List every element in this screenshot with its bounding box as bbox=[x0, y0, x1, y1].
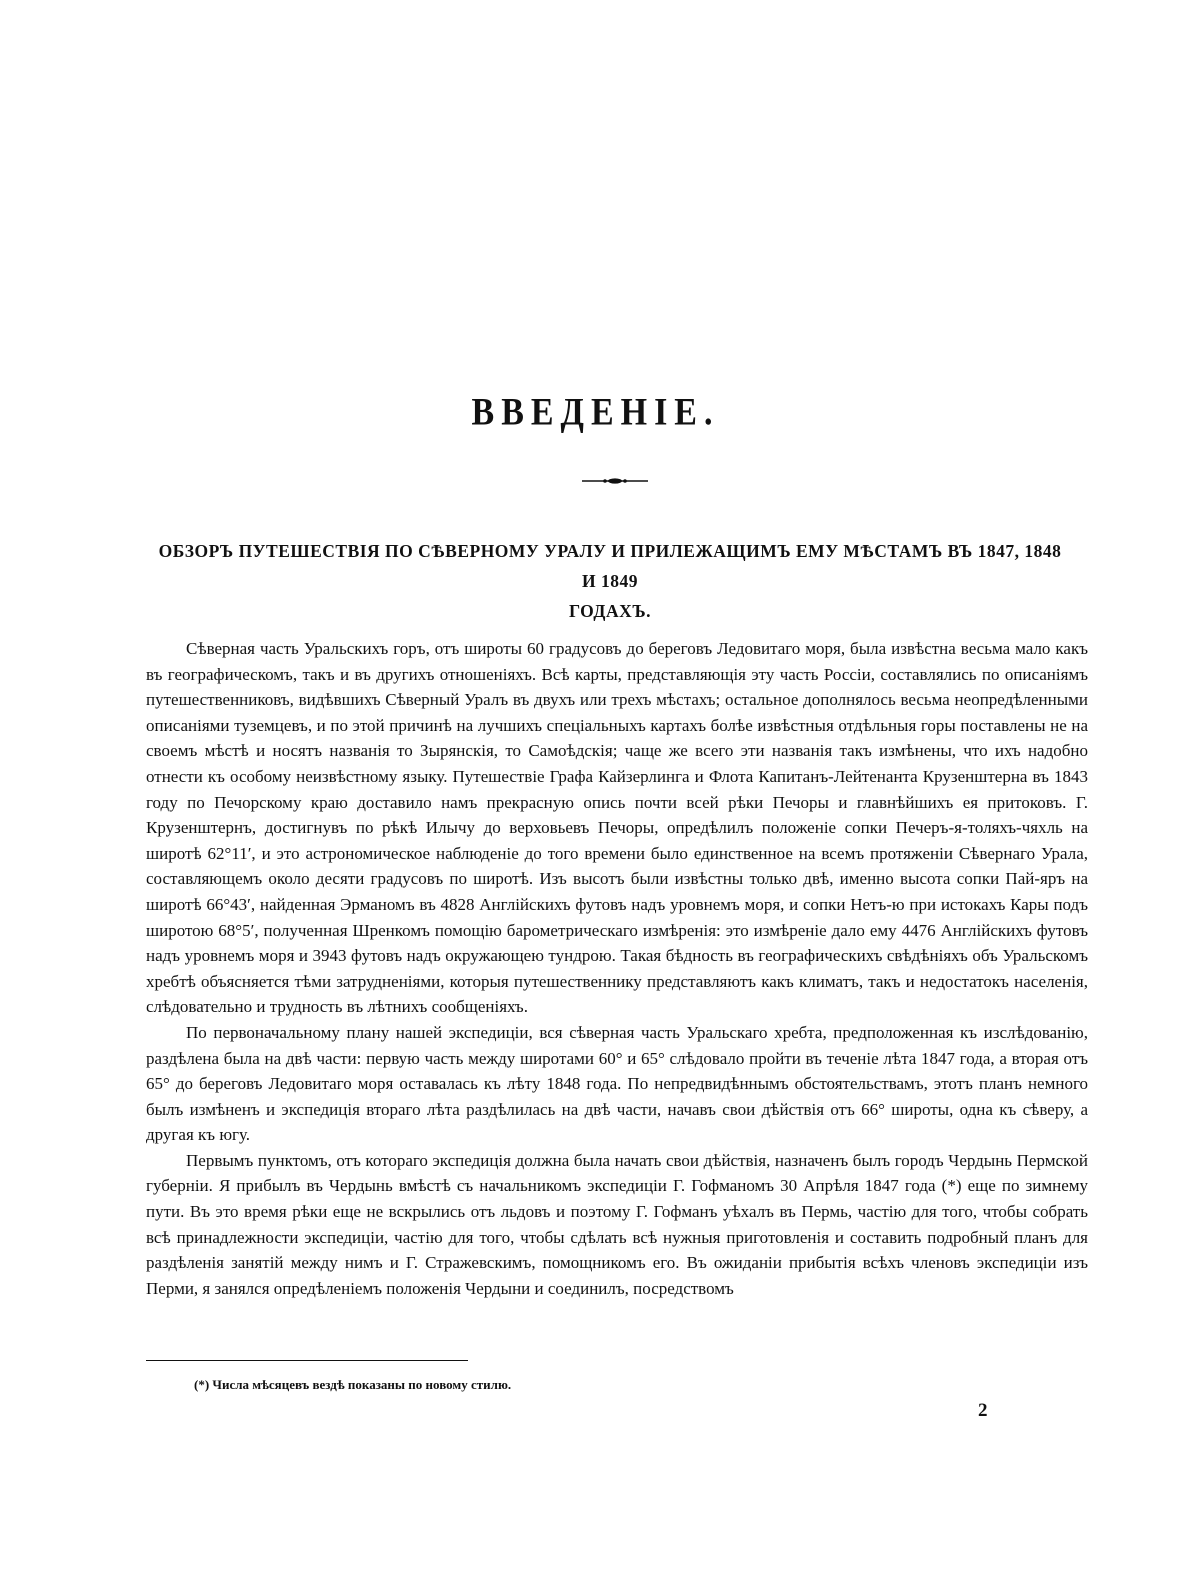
paragraph-3: Первымъ пунктомъ, отъ котораго экспедиція должна была начать свои дѣйствія, назначенъ былъ городъ Чердынь Пермской губерніи. Я прибылъ въ Чердынь вмѣстѣ съ начальникомъ экспедиціи Г. Гофманомъ 30 Апрѣля 1847 года (*) еще по зимнему пути. Въ это время рѣки еще не вскрылись отъ льдовъ и поэтому Г. Гофманъ уѣхалъ въ Пермь, частію для того, чтобы собрать всѣ принадлежности экспедиціи, частію для того, чтобы сдѣлать всѣ нужныя приготовленія и составить подробный планъ для раздѣленія занятій между нимъ и Г. Стражевскимъ, помощникомъ его. Въ ожиданіи прибытія всѣхъ членовъ экспедиціи изъ Перми, я занялся опредѣленіемъ положенія Чердыни и соединилъ, посредствомъ bbox=[146, 1150, 1088, 1298]
footnote: (*) Числа мѣсяцевъ вездѣ показаны по новому стилю. bbox=[194, 1377, 512, 1392]
title-ornament bbox=[582, 476, 648, 486]
page-title: ВВЕДЕНІЕ. bbox=[471, 391, 720, 434]
body-text bbox=[146, 636, 1088, 1301]
subtitle-line-1: ОБЗОРЪ ПУТЕШЕСТВІЯ ПО СѢВЕРНОМУ УРАЛУ И ПРИЛЕЖАЩИМЪ ЕМУ МѢСТАМЪ ВЪ 1847, 1848 И 1849 bbox=[158, 541, 1062, 591]
paragraph-1: Сѣверная часть Уральскихъ горъ, отъ широты 60 градусовъ до береговъ Ледовитаго моря, была извѣстна весьма мало какъ въ географическомъ, такъ и въ другихъ отношеніяхъ. Всѣ карты, представляющія эту часть Россіи, составлялись по описаніямъ путешественниковъ, видѣвшихъ Сѣверный Уралъ въ двухъ или трехъ мѣстахъ; остальное дополнялось весьма неопредѣленными описаніями туземцевъ, и по этой причинѣ на лучшихъ спеціальныхъ картахъ болѣе извѣстныя отдѣльныя горы поставлены не на своемъ мѣстѣ и носятъ названія то Зырянскія, то Самоѣдскія; чаще же всего эти названія такъ измѣнены, что ихъ надобно отнести къ особому неизвѣстному языку. Путешествіе Графа Кайзерлинга и Флота Капитанъ-Лейтенанта Крузенштерна въ 1843 году по Печорскому краю доставило намъ прекрасную опись почти всей рѣки Печоры и главнѣйшихъ ея притоковъ. Г. Крузенштернъ, достигнувъ по рѣкѣ Илычу до верховьевъ Печоры, опредѣлилъ положеніе сопки Печеръ-я-толяхъ-чяхль на широтѣ 62°11′, и это астрономическое наблюденіе до того времени было единственное на всемъ протяженіи Сѣвернаго Урала, составляющемъ около десяти градусовъ по широтѣ. Изъ высотъ были извѣстны только двѣ, именно высота сопки Пай-яръ на широтѣ 66°43′, найденная Эрманомъ въ 4828 Англійскихъ футовъ надъ уровнемъ моря, и сопки Нетъ-ю при истокахъ Кары подъ широтою 68°5′, полученная Шренкомъ помощію барометрическаго измѣренія: это измѣреніе дало ему 4476 Англійскихъ футовъ надъ уровнемъ моря и 3943 футовъ надъ окружающею тундрою. Такая бѣдность въ географическихъ свѣдѣніяхъ объ Уральскомъ хребтѣ объясняется тѣми затрудненіями, которыя путешественнику представляютъ какъ климатъ, такъ и недостатокъ населенія, слѣдовательно и трудность въ лѣтнихъ сообщеніяхъ. bbox=[146, 639, 1088, 1017]
page-number: 2 bbox=[978, 1400, 988, 1421]
footnote-divider bbox=[146, 1360, 468, 1361]
paragraph-2: По первоначальному плану нашей экспедиціи, вся сѣверная часть Уральскаго хребта, предположенная къ изслѣдованію, раздѣлена была на двѣ части: первую часть между широтами 60° и 65° слѣдовало пройти въ теченіе лѣта 1847 года, а вторая отъ 65° до береговъ Ледовитаго моря оставалась къ лѣту 1848 года. По непредвидѣннымъ обстоятельствамъ, этотъ планъ немного былъ измѣненъ и экспедиція втораго лѣта раздѣлилась на двѣ части, начавъ свои дѣйствія отъ 66° широты, одна къ сѣверу, а другая къ югу. bbox=[146, 1022, 1088, 1145]
subtitle-line-2: ГОДАХЪ. bbox=[568, 601, 652, 621]
chapter-subtitle bbox=[150, 536, 1070, 626]
